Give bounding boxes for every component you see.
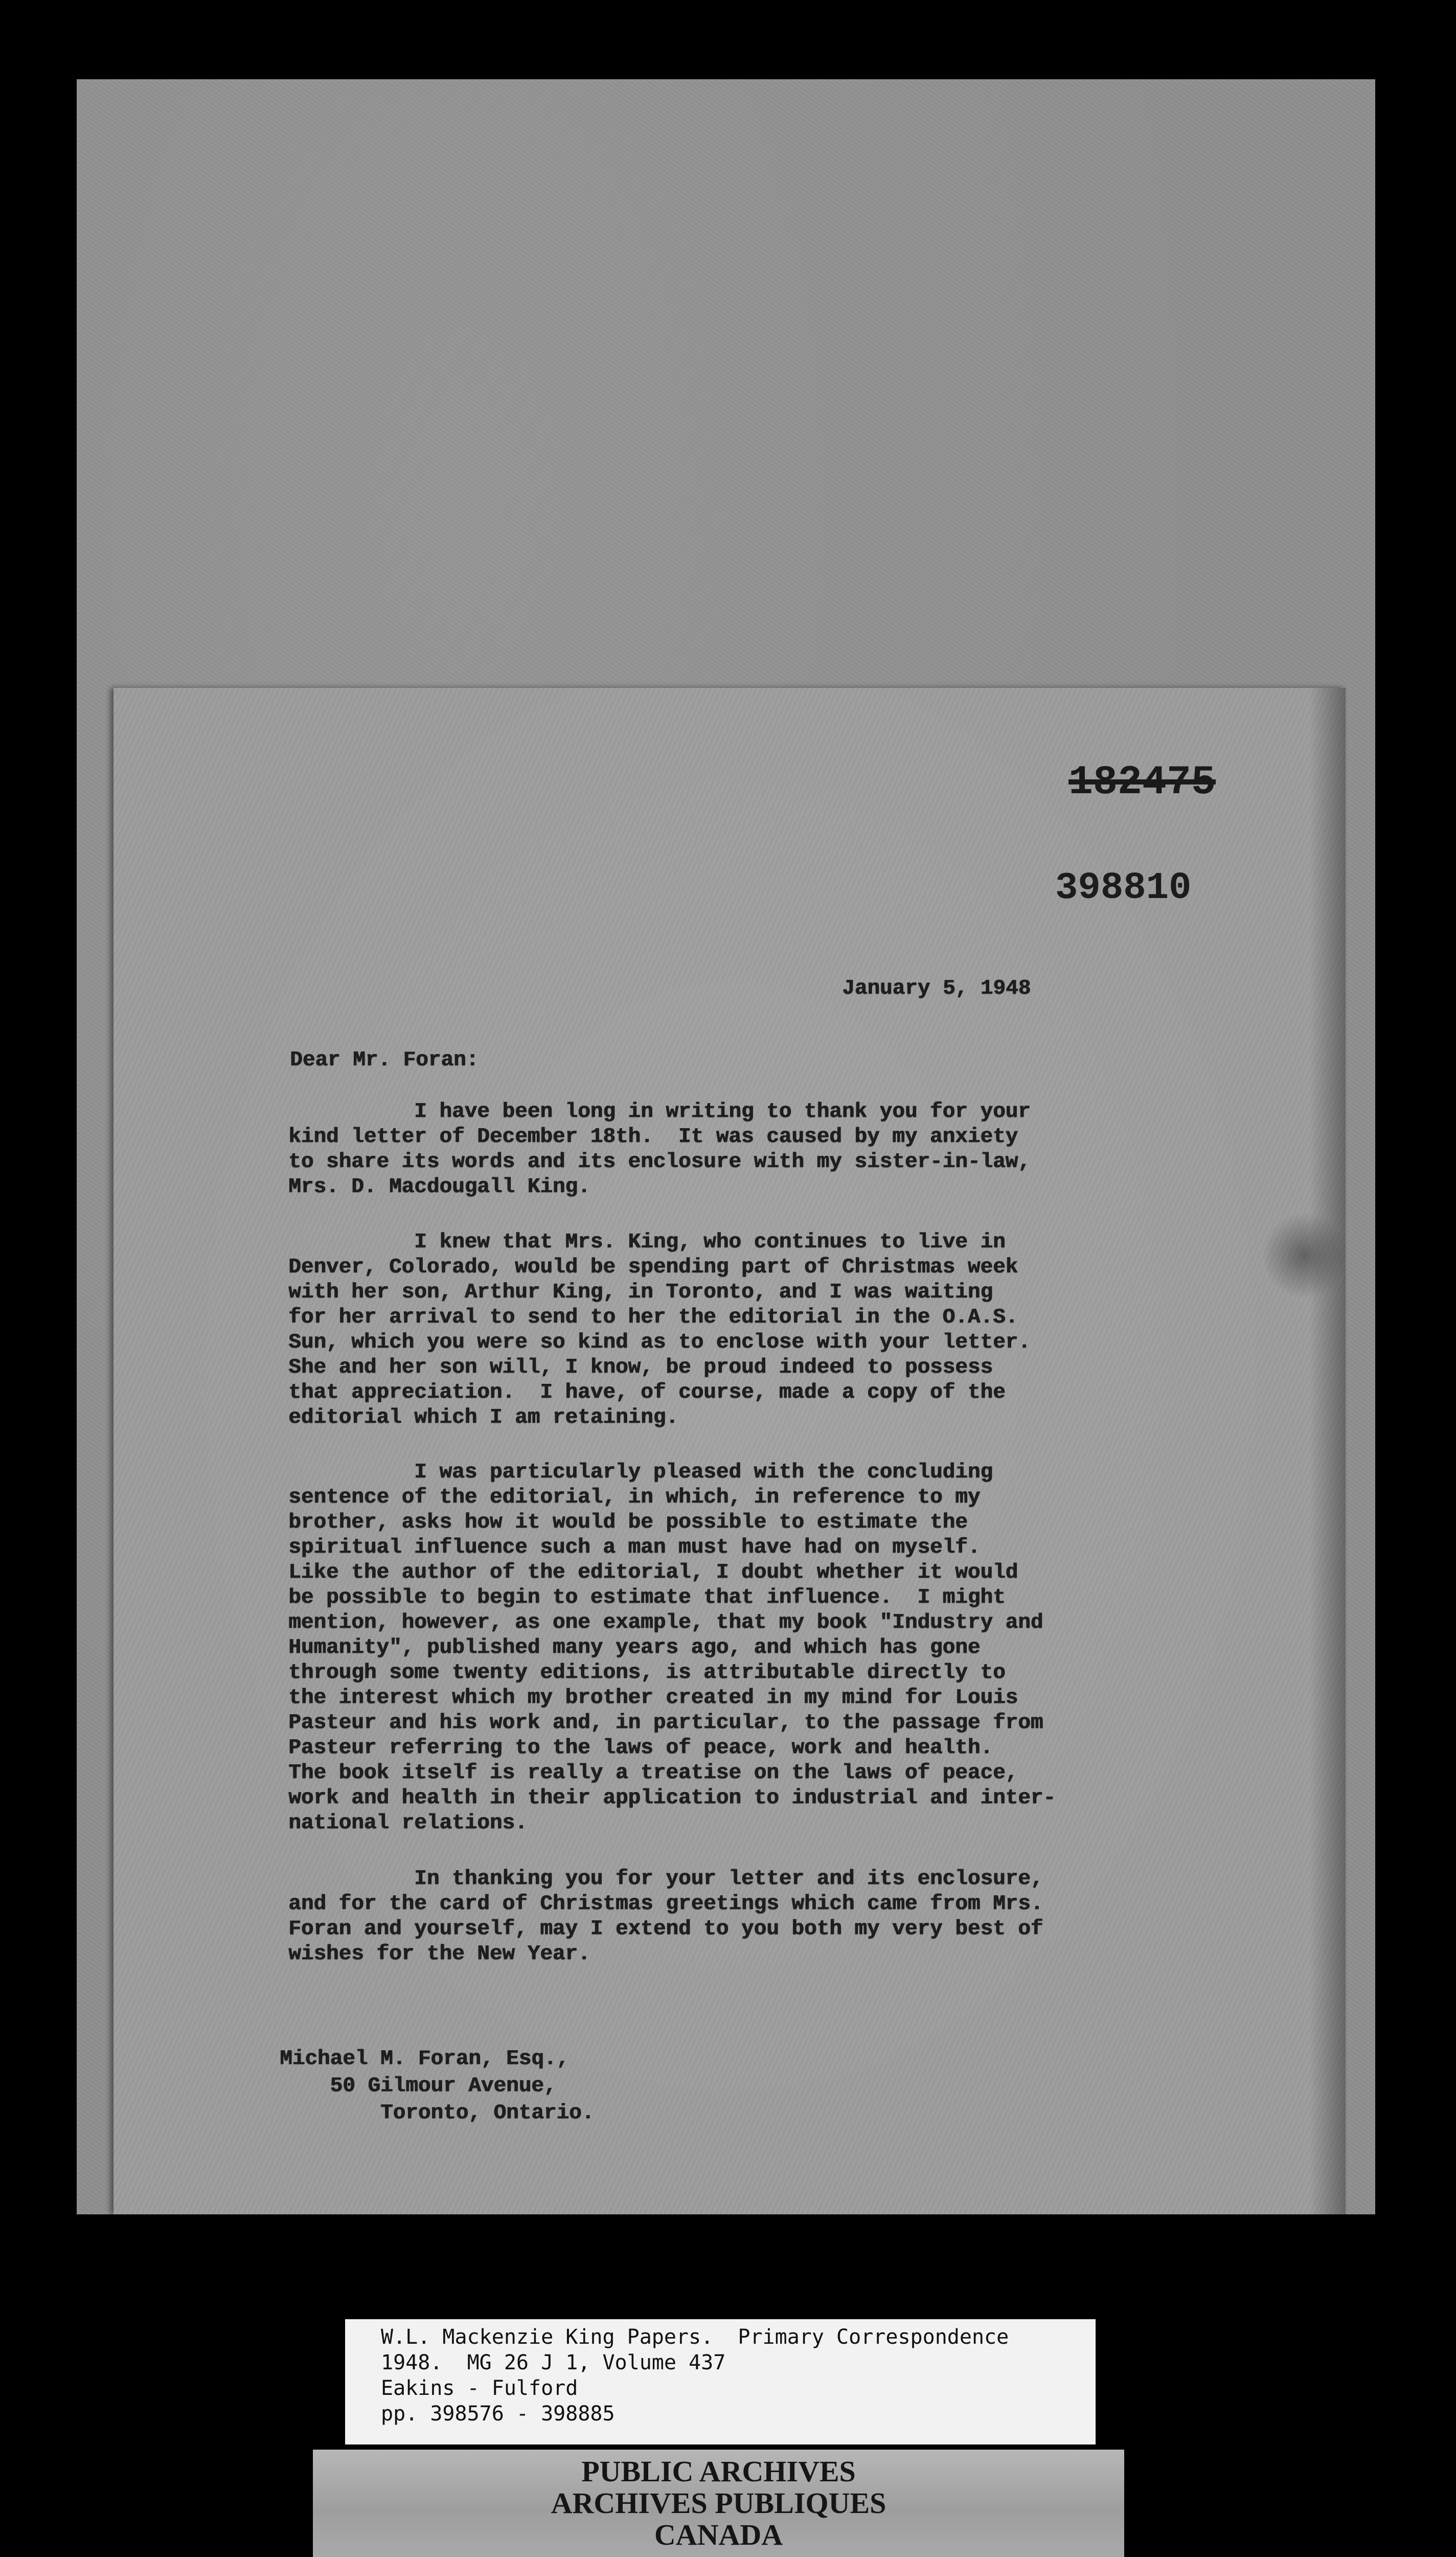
banner-line-french: ARCHIVES PUBLIQUES	[551, 2486, 886, 2520]
text-line: brother, asks how it would be possible to estimate the	[288, 1511, 968, 1534]
paragraph-2	[288, 1230, 1031, 1430]
text-line: In thanking you for your letter and its enclosure,	[288, 1867, 1043, 1891]
letter-sheet	[113, 688, 1346, 2214]
text-line: and for the card of Christmas greetings which came from Mrs.	[288, 1892, 1043, 1916]
text-line: be possible to begin to estimate that influence. I might	[288, 1586, 1006, 1609]
archive-label	[345, 2319, 1096, 2444]
archive-label-line: Eakins - Fulford	[381, 2376, 578, 2400]
text-line: editorial which I am retaining.	[288, 1406, 678, 1429]
text-line: with her son, Arthur King, in Toronto, and I was waiting	[288, 1281, 993, 1304]
text-line: I knew that Mrs. King, who continues to live in	[288, 1230, 1006, 1254]
text-line: through some twenty editions, is attributable directly to	[288, 1661, 1006, 1685]
banner-line-country: CANADA	[654, 2518, 783, 2551]
text-line: Mrs. D. Macdougall King.	[288, 1175, 590, 1199]
document-number: 398810	[1055, 867, 1192, 910]
address-line: Toronto, Ontario.	[280, 2101, 595, 2125]
text-line: I was particularly pleased with the concluding	[288, 1461, 993, 1484]
text-line: Pasteur referring to the laws of peace, work and health.	[288, 1736, 993, 1760]
text-line: sentence of the editorial, in which, in reference to my	[288, 1486, 981, 1509]
paragraph-4	[288, 1867, 1043, 1967]
paragraph-3	[288, 1460, 1056, 1836]
text-line: spiritual influence such a man must have had on myself.	[288, 1536, 981, 1559]
salutation: Dear Mr. Foran:	[290, 1048, 479, 1072]
letter-body	[113, 688, 1346, 2214]
text-line: Foran and yourself, may I extend to you both my very best of	[288, 1917, 1043, 1941]
old-document-number: 182475	[1068, 759, 1216, 806]
text-line: Pasteur and his work and, in particular, to the passage from	[288, 1711, 1043, 1735]
text-line: kind letter of December 18th. It was caused by my anxiety	[288, 1125, 1018, 1149]
text-line: wishes for the New Year.	[288, 1942, 590, 1966]
text-line: that appreciation. I have, of course, made a copy of the	[288, 1381, 1006, 1404]
letter-date: January 5, 1948	[842, 977, 1031, 1000]
archives-banner	[313, 2450, 1124, 2557]
banner-line-english: PUBLIC ARCHIVES	[581, 2455, 856, 2488]
text-line: The book itself is really a treatise on the laws of peace,	[288, 1761, 1018, 1785]
text-line: I have been long in writing to thank you for your	[288, 1100, 1031, 1124]
address-line: Michael M. Foran, Esq.,	[280, 2047, 569, 2071]
text-line: Sun, which you were so kind as to enclose with your letter.	[288, 1331, 1031, 1354]
text-line: Like the author of the editorial, I doubt whether it would	[288, 1561, 1018, 1584]
address-line: 50 Gilmour Avenue,	[280, 2074, 557, 2098]
text-line: for her arrival to send to her the editorial in the O.A.S.	[288, 1306, 1018, 1329]
paragraph-1	[288, 1100, 1031, 1200]
text-line: the interest which my brother created in my mind for Louis	[288, 1686, 1018, 1710]
text-line: She and her son will, I know, be proud indeed to possess	[288, 1356, 993, 1379]
archive-label-line: pp. 398576 - 398885	[381, 2402, 615, 2426]
text-line: mention, however, as one example, that my book "Industry and	[288, 1611, 1043, 1634]
text-line: Denver, Colorado, would be spending part of Christmas week	[288, 1255, 1018, 1279]
text-line: Humanity", published many years ago, and which has gone	[288, 1636, 981, 1659]
text-line: work and health in their application to industrial and inter-	[288, 1786, 1056, 1810]
text-line: to share its words and its enclosure with my sister-in-law,	[288, 1150, 1031, 1174]
archive-label-line: W.L. Mackenzie King Papers. Primary Correspondence	[381, 2325, 1009, 2349]
text-line: national relations.	[288, 1811, 528, 1835]
archive-label-line: 1948. MG 26 J 1, Volume 437	[381, 2351, 726, 2374]
recipient-address	[280, 2046, 594, 2127]
